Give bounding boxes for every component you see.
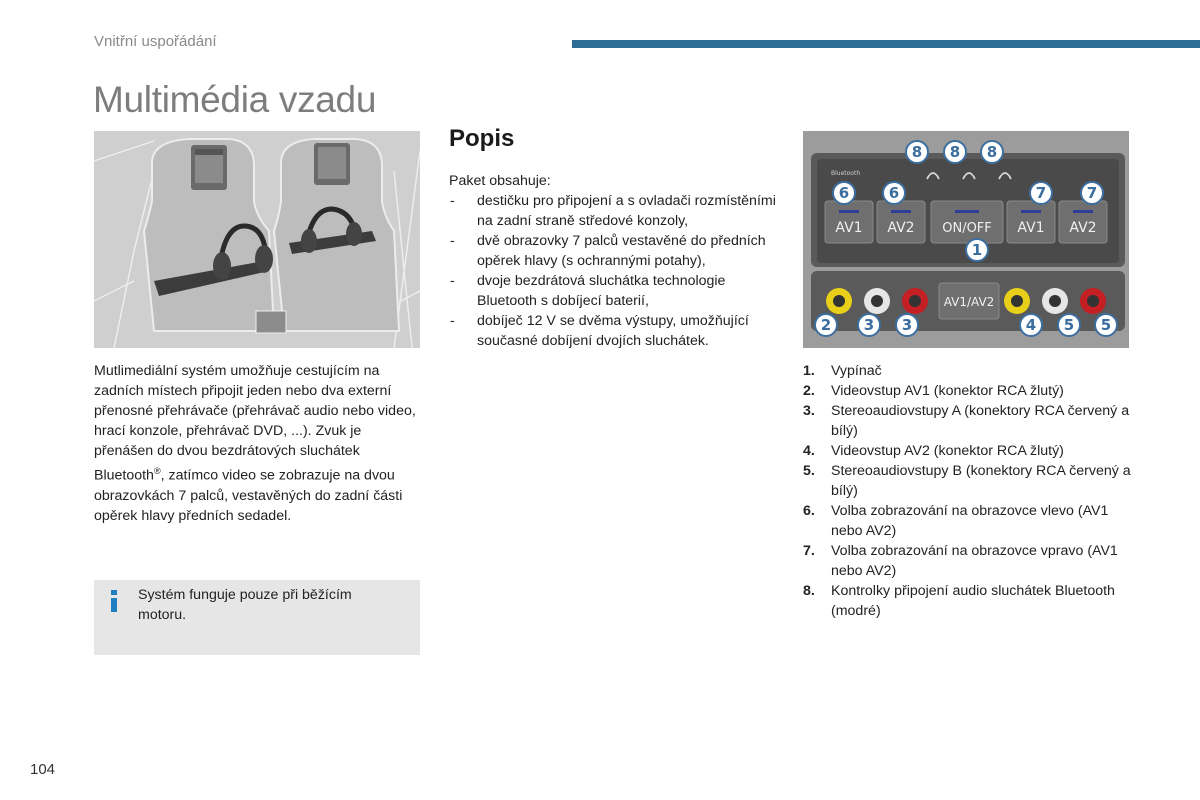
svg-text:8: 8 [986,143,998,161]
info-note [94,580,420,655]
list-item: - dobíječ 12 V se dvěma výstupy, umožňující současné dobíjení dvojích sluchátek. [450,313,749,349]
on-off-button [931,201,1003,243]
av1-right-button [1007,201,1055,243]
svg-text:AV1: AV1 [835,220,863,236]
callout-5a [1058,314,1080,336]
callout-7a [1030,182,1052,204]
legend-item: 2. Videovstup AV1 (konektor RCA žlutý) [803,383,1064,399]
callout-2 [815,314,837,336]
callout-6b [883,182,905,204]
header-accent-bar [572,40,1200,48]
note-text: Systém funguje pouze při běžícím motoru. [138,587,352,623]
callout-4 [1020,314,1042,336]
svg-text:8: 8 [949,143,961,161]
svg-text:5: 5 [1100,316,1112,334]
page-number: 104 [30,761,56,778]
svg-text:6: 6 [838,184,850,202]
legend-list [803,361,1133,621]
svg-text:3: 3 [863,316,875,334]
package-intro: Paket obsahuje: [449,173,551,189]
page-title: Multimédia vzadu [93,79,377,120]
svg-text:4: 4 [1025,316,1037,334]
callout-7b [1081,182,1103,204]
svg-text:5: 5 [1063,316,1075,334]
intro-paragraph [94,361,424,526]
description-heading: Popis [449,125,515,152]
section-title: Vnitřní uspořádání [94,33,217,50]
callout-8c [981,141,1003,163]
av2-left-button [877,201,925,243]
rear-control-panel [803,131,1129,348]
svg-text:AV1/AV2: AV1/AV2 [943,295,995,309]
av2-right-button [1059,201,1107,243]
svg-text:7: 7 [1035,184,1047,202]
callout-3b [896,314,918,336]
bluetooth-label: Bluetooth [831,170,861,177]
callout-6a [833,182,855,204]
av1-left-button [825,201,873,243]
svg-text:1: 1 [971,241,983,259]
intro-text-part1: Mutlimediální systém umožňuje cestujícím na zadních místech připojit jeden nebo dva externí přenosné přehrávače (přehrávač audio nebo video, hrací konzole, přehrávač DVD, ...). Zvuk je přenášen do dvou bezdrátových sluchátek Bluetooth [94,363,416,484]
legend-item: 5. Stereoaudiovstupy B (konektory RCA červený a bílý) [803,463,1131,499]
list-item: - dvoje bezdrátová sluchátka technologie Bluetooth s dobíjecí baterií, [450,273,726,309]
control-panel-illustration [803,131,1129,348]
svg-text:6: 6 [888,184,900,202]
rear-seat-headrest-screens-headphones-illustration [94,131,420,348]
list-item: - dvě obrazovky 7 palců vestavěné do předních opěrek hlavy (s ochrannými potahy), [450,233,766,269]
legend-item: 1. Vypínač [803,363,882,379]
seat-illustration [94,131,420,348]
callout-8a [906,141,928,163]
svg-text:3: 3 [901,316,913,334]
callout-1 [966,239,988,261]
legend-item: 8. Kontrolky připojení audio sluchátek Bluetooth (modré) [803,583,1115,619]
legend-item: 4. Videovstup AV2 (konektor RCA žlutý) [803,443,1064,459]
callout-8b [944,141,966,163]
registered-mark: ® [153,466,161,476]
svg-text:AV2: AV2 [1069,220,1097,236]
svg-text:8: 8 [911,143,923,161]
legend-item: 7. Volba zobrazování na obrazovce vpravo (AV1 nebo AV2) [803,543,1118,579]
av-selector-switch [939,283,999,319]
svg-text:AV2: AV2 [887,220,915,236]
package-list [449,191,779,351]
callout-3a [858,314,880,336]
legend-item: 3. Stereoaudiovstupy A (konektory RCA červený a bílý) [803,403,1130,439]
intro-text-part2: , zatímco video se zobrazuje na dvou obrazovkách 7 palců, vestavěných do zadní části opěrek hlavy předních sedadel. [94,467,403,524]
svg-text:ON/OFF: ON/OFF [942,221,992,236]
svg-text:2: 2 [820,316,832,334]
svg-text:AV1: AV1 [1017,220,1045,236]
svg-text:7: 7 [1086,184,1098,202]
list-item: - destičku pro připojení a s ovladači rozmístěními na zadní straně středové konzoly, [450,193,776,229]
callout-5b [1095,314,1117,336]
info-icon [110,590,118,612]
legend-item: 6. Volba zobrazování na obrazovce vlevo (AV1 nebo AV2) [803,503,1109,539]
